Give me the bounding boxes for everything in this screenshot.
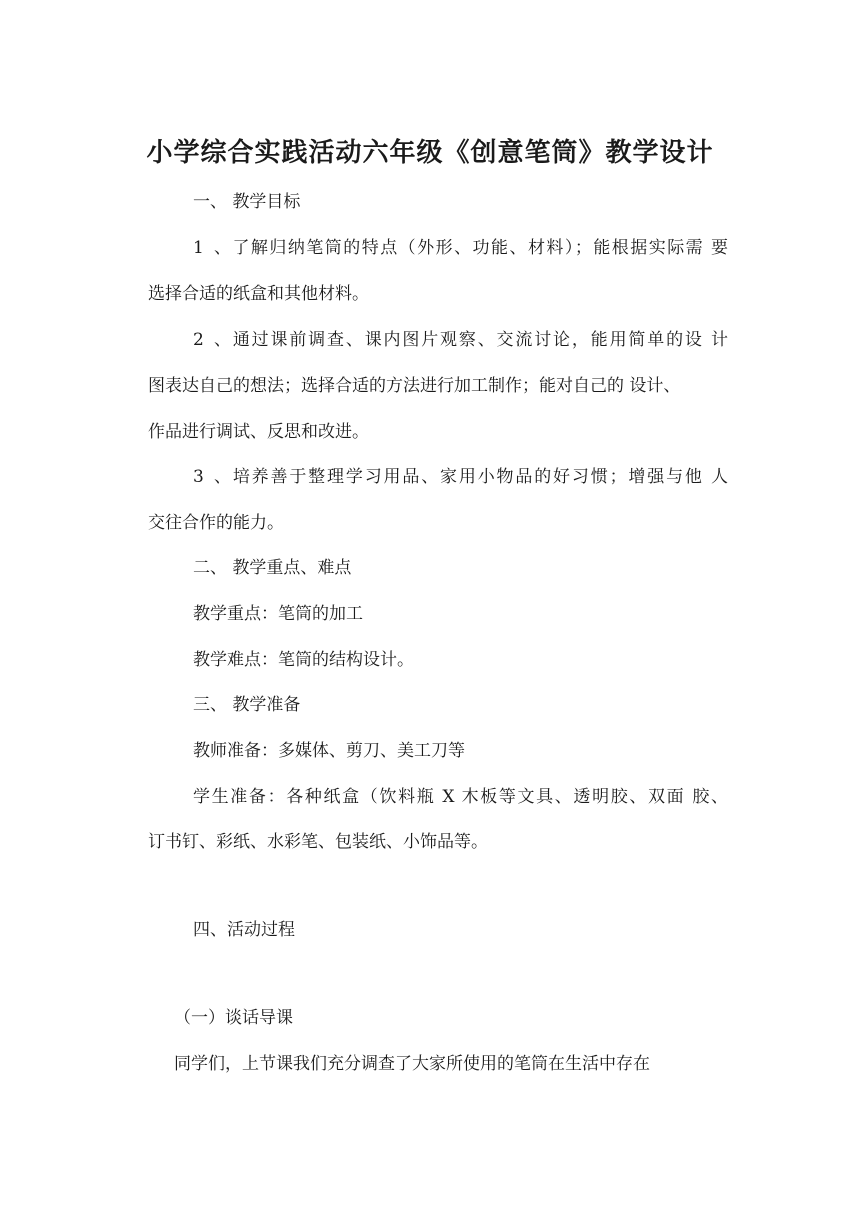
goal-2-line-2: 图表达自己的想法；选择合适的方法进行加工制作；能对自己的 设计、: [148, 376, 681, 396]
section-heading-preparation: 三、 教学准备: [193, 695, 301, 715]
goal-3-text: 培养善于整理学习用品、家用小物品的好习惯；增强与他 人: [231, 467, 728, 487]
goal-1-line-1: [193, 233, 728, 263]
student-preparation-line-1: 学生准备：各种纸盒（饮料瓶 X 木板等文具、透明胶、双面 胶、: [193, 787, 728, 807]
goal-3-line-2: 交往合作的能力。: [148, 513, 284, 533]
key-point: 教学重点：笔筒的加工: [193, 604, 363, 624]
goal-1-number: 1、: [193, 238, 231, 258]
section-heading-activity: 四、活动过程: [193, 920, 295, 940]
difficult-point: 教学难点：笔筒的结构设计。: [193, 650, 414, 670]
intro-paragraph: 同学们，上节课我们充分调查了大家所使用的笔筒在生活中存在: [174, 1054, 650, 1074]
teacher-preparation: 教师准备：多媒体、剪刀、美工刀等: [193, 741, 465, 761]
goal-2-line-3: 作品进行调试、反思和改进。: [148, 422, 369, 442]
section-heading-goals: 一、 教学目标: [193, 192, 301, 212]
goal-3-line-1: [193, 462, 728, 492]
subsection-heading-intro: （一）谈话导课: [174, 1008, 293, 1028]
goal-2-number: 2、: [193, 330, 231, 350]
goal-2-line-1: [193, 325, 728, 355]
student-preparation-line-2: 订书钉、彩纸、水彩笔、包装纸、小饰品等。: [148, 832, 488, 852]
goal-3-number: 3、: [193, 467, 231, 487]
section-heading-key-points: 二、 教学重点、难点: [193, 558, 352, 578]
document-title: 小学综合实践活动六年级《创意笔筒》教学设计: [146, 138, 714, 168]
goal-1-line-2: 选择合适的纸盒和其他材料。: [148, 284, 369, 304]
goal-1-text: 了解归纳笔筒的特点（外形、功能、材料）；能根据实际需 要: [231, 238, 728, 258]
goal-2-text: 通过课前调查、课内图片观察、交流讨论，能用简单的设 计: [231, 330, 728, 350]
